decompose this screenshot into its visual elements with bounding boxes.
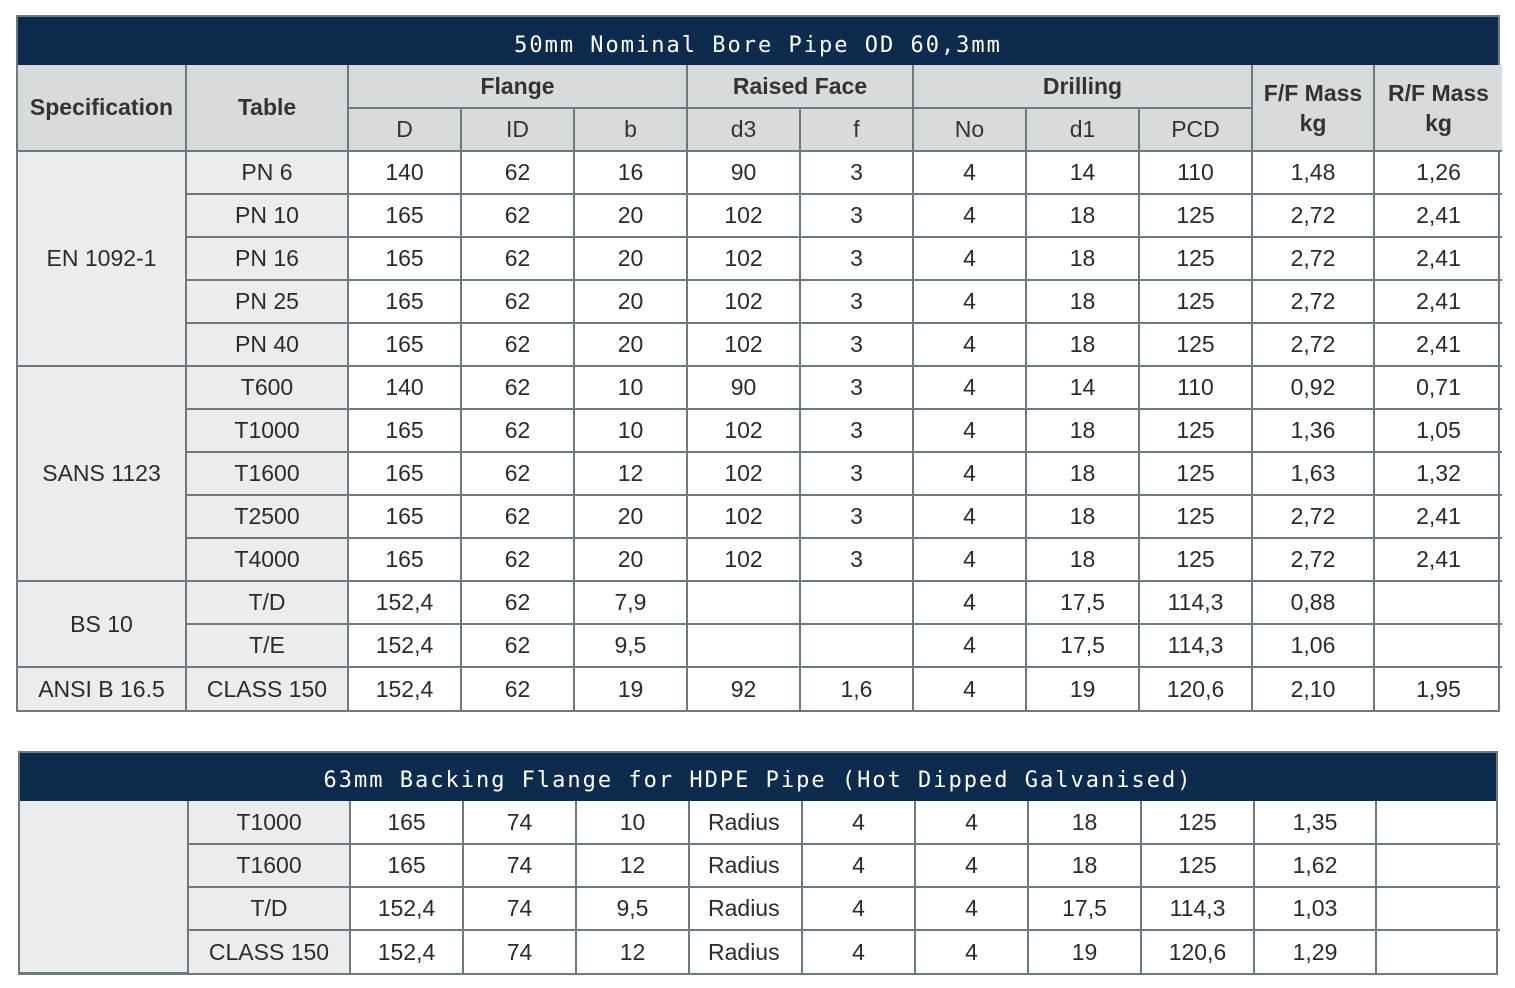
table-row <box>18 237 1502 280</box>
value-cell: 110 <box>1139 366 1252 409</box>
value-cell: 110 <box>1139 151 1252 194</box>
value-cell: 17,5 <box>1026 581 1139 624</box>
specification-cell: EN 1092-1 <box>18 151 186 366</box>
value-cell: 19 <box>1026 667 1139 710</box>
subheader-pcd: PCD <box>1139 108 1252 151</box>
value-cell: 12 <box>574 452 687 495</box>
table-row <box>18 151 1502 194</box>
value-cell: 125 <box>1141 801 1254 844</box>
value-cell: 4 <box>913 624 1026 667</box>
subheader-b: b <box>574 108 687 151</box>
value-cell <box>687 581 800 624</box>
value-cell: 18 <box>1028 844 1141 887</box>
value-cell: 125 <box>1139 409 1252 452</box>
table-row <box>18 366 1502 409</box>
value-cell: 165 <box>348 323 461 366</box>
value-cell: 20 <box>574 495 687 538</box>
value-cell: 18 <box>1026 280 1139 323</box>
value-cell: 62 <box>461 495 574 538</box>
table-cell: CLASS 150 <box>188 930 350 973</box>
value-cell: 4 <box>913 452 1026 495</box>
value-cell: 20 <box>574 323 687 366</box>
table-row <box>18 581 1502 624</box>
value-cell: 1,95 <box>1374 667 1502 710</box>
header-table: Table <box>186 65 348 151</box>
value-cell: 0,88 <box>1252 581 1374 624</box>
value-cell: 62 <box>461 237 574 280</box>
table-cell: CLASS 150 <box>186 667 348 710</box>
value-cell <box>1376 930 1500 973</box>
value-cell: 4 <box>913 194 1026 237</box>
value-cell: 102 <box>687 495 800 538</box>
value-cell: 125 <box>1139 538 1252 581</box>
value-cell: 2,72 <box>1252 538 1374 581</box>
value-cell: 0,71 <box>1374 366 1502 409</box>
value-cell: 140 <box>348 151 461 194</box>
table-row <box>20 930 1500 973</box>
value-cell: 2,72 <box>1252 495 1374 538</box>
value-cell: 2,10 <box>1252 667 1374 710</box>
value-cell: 17,5 <box>1026 624 1139 667</box>
value-cell: 62 <box>461 538 574 581</box>
value-cell: 140 <box>348 366 461 409</box>
value-cell: 4 <box>915 887 1028 930</box>
table-cell: T1000 <box>186 409 348 452</box>
header-raised-face: Raised Face <box>687 65 913 108</box>
value-cell <box>1374 581 1502 624</box>
header-rf-mass: R/F Mass kg <box>1374 65 1502 151</box>
value-cell: 102 <box>687 280 800 323</box>
value-cell: 18 <box>1026 409 1139 452</box>
backing-flange-table <box>20 801 1500 974</box>
value-cell: 62 <box>461 624 574 667</box>
table-cell: PN 6 <box>186 151 348 194</box>
value-cell: 4 <box>913 581 1026 624</box>
value-cell: 165 <box>348 280 461 323</box>
value-cell: 62 <box>461 581 574 624</box>
value-cell: 16 <box>574 151 687 194</box>
value-cell <box>800 581 913 624</box>
table-cell: PN 25 <box>186 280 348 323</box>
specification-cell: BS 10 <box>18 581 186 667</box>
table-row <box>20 801 1500 844</box>
value-cell: 102 <box>687 194 800 237</box>
value-cell: 1,62 <box>1254 844 1376 887</box>
value-cell: 19 <box>1028 930 1141 973</box>
value-cell: 62 <box>461 323 574 366</box>
value-cell <box>1376 844 1500 887</box>
table-row <box>18 538 1502 581</box>
value-cell: 10 <box>576 801 689 844</box>
value-cell: 102 <box>687 409 800 452</box>
value-cell: 125 <box>1139 280 1252 323</box>
value-cell: 18 <box>1026 538 1139 581</box>
value-cell: 165 <box>348 409 461 452</box>
value-cell: 18 <box>1026 495 1139 538</box>
value-cell: 20 <box>574 237 687 280</box>
value-cell: 2,72 <box>1252 280 1374 323</box>
value-cell: 1,63 <box>1252 452 1374 495</box>
value-cell: 62 <box>461 667 574 710</box>
value-cell: 14 <box>1026 366 1139 409</box>
value-cell: 3 <box>800 452 913 495</box>
value-cell: 1,05 <box>1374 409 1502 452</box>
value-cell: 4 <box>802 887 915 930</box>
value-cell: 74 <box>463 844 576 887</box>
value-cell: 4 <box>802 844 915 887</box>
value-cell: 4 <box>913 151 1026 194</box>
table-row <box>18 495 1502 538</box>
table-cell: T1600 <box>186 452 348 495</box>
value-cell: 74 <box>463 801 576 844</box>
value-cell: Radius <box>689 801 802 844</box>
value-cell: 74 <box>463 887 576 930</box>
flange-spec-table <box>18 65 1502 710</box>
value-cell: 114,3 <box>1141 887 1254 930</box>
value-cell: 20 <box>574 194 687 237</box>
value-cell <box>687 624 800 667</box>
value-cell: 4 <box>802 930 915 973</box>
value-cell: 114,3 <box>1139 581 1252 624</box>
value-cell: 90 <box>687 366 800 409</box>
value-cell: 4 <box>913 237 1026 280</box>
value-cell: 62 <box>461 366 574 409</box>
value-cell: 7,9 <box>574 581 687 624</box>
value-cell: 2,41 <box>1374 495 1502 538</box>
value-cell: 3 <box>800 237 913 280</box>
value-cell: 4 <box>913 409 1026 452</box>
value-cell: 14 <box>1026 151 1139 194</box>
value-cell: 18 <box>1028 801 1141 844</box>
value-cell: 2,72 <box>1252 237 1374 280</box>
value-cell: 20 <box>574 280 687 323</box>
table-cell: T4000 <box>186 538 348 581</box>
specification-cell: ANSI B 16.5 <box>18 667 186 710</box>
value-cell <box>1374 624 1502 667</box>
value-cell: 10 <box>574 366 687 409</box>
subheader-no: No <box>913 108 1026 151</box>
value-cell: 4 <box>915 844 1028 887</box>
value-cell: 2,72 <box>1252 194 1374 237</box>
value-cell: 4 <box>802 801 915 844</box>
value-cell: 4 <box>913 538 1026 581</box>
value-cell: 1,03 <box>1254 887 1376 930</box>
value-cell: 62 <box>461 280 574 323</box>
value-cell: 1,35 <box>1254 801 1376 844</box>
value-cell: 114,3 <box>1139 624 1252 667</box>
value-cell: 165 <box>348 452 461 495</box>
header-drilling: Drilling <box>913 65 1252 108</box>
table-cell: PN 16 <box>186 237 348 280</box>
table-row <box>18 452 1502 495</box>
value-cell: 125 <box>1139 495 1252 538</box>
value-cell: 2,72 <box>1252 323 1374 366</box>
value-cell: 120,6 <box>1139 667 1252 710</box>
value-cell: 18 <box>1026 194 1139 237</box>
subheader-d3: d3 <box>687 108 800 151</box>
value-cell: 1,29 <box>1254 930 1376 973</box>
header-specification: Specification <box>18 65 186 151</box>
value-cell: 62 <box>461 194 574 237</box>
table-cell: T1000 <box>188 801 350 844</box>
value-cell: 102 <box>687 538 800 581</box>
table-cell: T/D <box>188 887 350 930</box>
value-cell: 3 <box>800 280 913 323</box>
table-row <box>18 194 1502 237</box>
value-cell: 4 <box>913 495 1026 538</box>
table-cell: T1600 <box>188 844 350 887</box>
value-cell: 1,6 <box>800 667 913 710</box>
value-cell: 12 <box>576 930 689 973</box>
value-cell: 4 <box>913 667 1026 710</box>
value-cell: 18 <box>1026 237 1139 280</box>
value-cell: 152,4 <box>348 667 461 710</box>
value-cell: 4 <box>913 323 1026 366</box>
table-cell: PN 10 <box>186 194 348 237</box>
table-row <box>18 624 1502 667</box>
subheader-d1: d1 <box>1026 108 1139 151</box>
value-cell: 4 <box>913 280 1026 323</box>
value-cell: 3 <box>800 323 913 366</box>
value-cell: 92 <box>687 667 800 710</box>
value-cell: 4 <box>913 366 1026 409</box>
value-cell: 2,41 <box>1374 538 1502 581</box>
table-row <box>20 887 1500 930</box>
table-cell: T/D <box>186 581 348 624</box>
subheader-id: ID <box>461 108 574 151</box>
value-cell: 2,41 <box>1374 237 1502 280</box>
table-row <box>18 323 1502 366</box>
value-cell: Radius <box>689 887 802 930</box>
value-cell: 165 <box>350 844 463 887</box>
value-cell <box>1376 887 1500 930</box>
value-cell: 20 <box>574 538 687 581</box>
subheader-f: f <box>800 108 913 151</box>
value-cell: 3 <box>800 151 913 194</box>
value-cell: 125 <box>1139 452 1252 495</box>
value-cell: 2,41 <box>1374 280 1502 323</box>
table-cell: PN 40 <box>186 323 348 366</box>
value-cell: 1,06 <box>1252 624 1374 667</box>
value-cell: 3 <box>800 495 913 538</box>
value-cell: 2,41 <box>1374 194 1502 237</box>
value-cell: 12 <box>576 844 689 887</box>
value-cell: 90 <box>687 151 800 194</box>
backing-flange-table-63mm <box>18 751 1498 975</box>
table-title: 50mm Nominal Bore Pipe OD 60,3mm <box>18 17 1498 65</box>
specification-cell: SANS 1123 <box>18 366 186 581</box>
table-cell: T600 <box>186 366 348 409</box>
value-cell: 152,4 <box>348 624 461 667</box>
subheader-d: D <box>348 108 461 151</box>
table-title: 63mm Backing Flange for HDPE Pipe (Hot Dipped Galvanised) <box>20 753 1496 801</box>
value-cell: 74 <box>463 930 576 973</box>
value-cell: 3 <box>800 366 913 409</box>
value-cell: 120,6 <box>1141 930 1254 973</box>
value-cell: 125 <box>1141 844 1254 887</box>
value-cell: 62 <box>461 452 574 495</box>
value-cell <box>1376 801 1500 844</box>
value-cell: 2,41 <box>1374 323 1502 366</box>
value-cell: 9,5 <box>576 887 689 930</box>
value-cell: Radius <box>689 844 802 887</box>
value-cell: 165 <box>348 495 461 538</box>
value-cell: 152,4 <box>348 581 461 624</box>
value-cell: 4 <box>915 801 1028 844</box>
value-cell: 4 <box>915 930 1028 973</box>
value-cell: 1,32 <box>1374 452 1502 495</box>
value-cell: 102 <box>687 452 800 495</box>
value-cell: 125 <box>1139 323 1252 366</box>
header-ff-mass: F/F Mass kg <box>1252 65 1374 151</box>
table-row <box>18 409 1502 452</box>
value-cell: 152,4 <box>350 887 463 930</box>
specification-cell-empty <box>20 801 188 973</box>
value-cell: 0,92 <box>1252 366 1374 409</box>
value-cell: 1,36 <box>1252 409 1374 452</box>
table-cell: T/E <box>186 624 348 667</box>
value-cell <box>800 624 913 667</box>
table-row <box>18 667 1502 710</box>
value-cell: 165 <box>350 801 463 844</box>
value-cell: Radius <box>689 930 802 973</box>
value-cell: 165 <box>348 237 461 280</box>
flange-table-50mm <box>16 15 1500 712</box>
value-cell: 17,5 <box>1028 887 1141 930</box>
header-flange: Flange <box>348 65 687 108</box>
value-cell: 102 <box>687 323 800 366</box>
value-cell: 62 <box>461 151 574 194</box>
value-cell: 3 <box>800 409 913 452</box>
value-cell: 1,26 <box>1374 151 1502 194</box>
value-cell: 18 <box>1026 323 1139 366</box>
table-row <box>18 280 1502 323</box>
value-cell: 19 <box>574 667 687 710</box>
value-cell: 3 <box>800 194 913 237</box>
table-cell: T2500 <box>186 495 348 538</box>
value-cell: 102 <box>687 237 800 280</box>
value-cell: 165 <box>348 538 461 581</box>
value-cell: 18 <box>1026 452 1139 495</box>
value-cell: 3 <box>800 538 913 581</box>
value-cell: 10 <box>574 409 687 452</box>
value-cell: 165 <box>348 194 461 237</box>
value-cell: 125 <box>1139 237 1252 280</box>
value-cell: 62 <box>461 409 574 452</box>
value-cell: 1,48 <box>1252 151 1374 194</box>
table-row <box>20 844 1500 887</box>
value-cell: 9,5 <box>574 624 687 667</box>
value-cell: 152,4 <box>350 930 463 973</box>
value-cell: 125 <box>1139 194 1252 237</box>
